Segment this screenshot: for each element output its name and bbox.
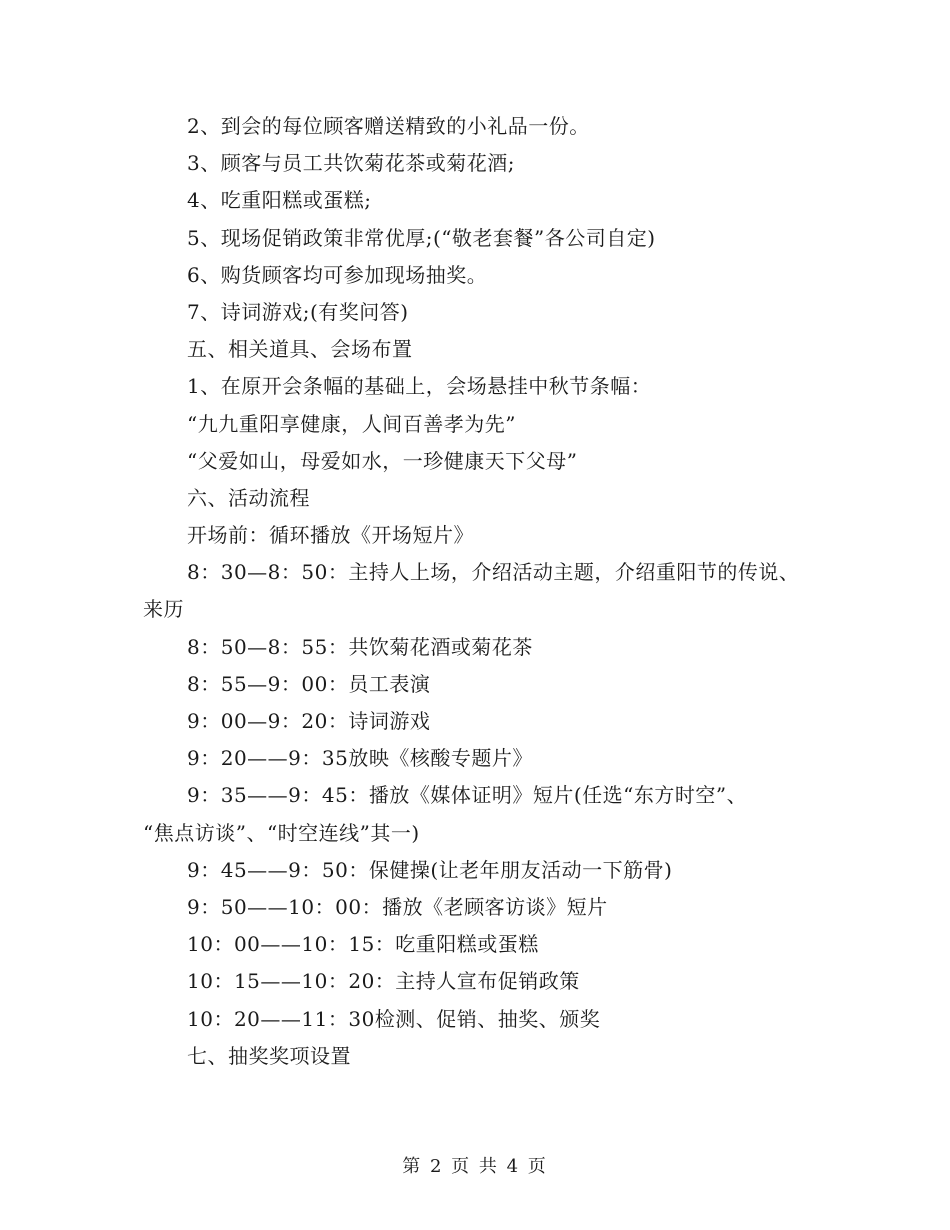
schedule-item: 9：35——9：45：播放《媒体证明》短片(任选“东方时空”、	[187, 783, 748, 808]
schedule-item: 9：00—9：20：诗词游戏	[187, 709, 431, 733]
section-heading: 六、活动流程	[187, 485, 310, 510]
schedule-item-continuation: “焦点访谈”、“时空连线”其一)	[143, 820, 420, 845]
paragraph-line: 2、到会的每位顾客赠送精致的小礼品一份。	[187, 114, 590, 138]
section-heading: 五、相关道具、会场布置	[187, 337, 413, 362]
paragraph-line: 5、现场促销政策非常优厚;(“敬老套餐”各公司自定)	[187, 225, 656, 250]
schedule-item: 8：55—9：00：员工表演	[187, 671, 431, 696]
schedule-item-continuation: 来历	[143, 597, 184, 622]
schedule-item: 开场前：循环播放《开场短片》	[187, 523, 474, 548]
paragraph-line: 1、在原开会条幅的基础上，会场悬挂中秋节条幅：	[187, 374, 652, 399]
schedule-item: 9：20——9：35放映《核酸专题片》	[187, 746, 533, 771]
schedule-item: 10：15——10：20：主持人宣布促销政策	[187, 969, 580, 994]
section-heading: 七、抽奖奖项设置	[187, 1043, 351, 1068]
schedule-item: 10：20——11：30检测、促销、抽奖、颁奖	[187, 1006, 601, 1031]
paragraph-line: 3、顾客与员工共饮菊花茶或菊花酒;	[187, 151, 515, 176]
schedule-item: 8：30—8：50：主持人上场，介绍活动主题，介绍重阳节的传说、	[187, 560, 800, 585]
schedule-item: 9：45——9：50：保健操(让老年朋友活动一下筋骨)	[187, 857, 673, 882]
schedule-item: 9：50——10：00：播放《老顾客访谈》短片	[187, 894, 608, 919]
document-body	[143, 108, 823, 1075]
paragraph-line: 6、购货顾客均可参加现场抽奖。	[187, 262, 488, 287]
banner-slogan: “父爱如山，母爱如水，一珍健康天下父母”	[187, 448, 578, 473]
paragraph-line: 4、吃重阳糕或蛋糕;	[187, 188, 372, 213]
schedule-item: 10：00——10：15：吃重阳糕或蛋糕	[187, 932, 539, 957]
paragraph-line: 7、诗词游戏;(有奖问答)	[187, 299, 409, 324]
banner-slogan: “九九重阳享健康，人间百善孝为先”	[187, 411, 516, 436]
schedule-item: 8：50—8：55：共饮菊花酒或菊花茶	[187, 634, 533, 659]
page-number-footer: 第 2 页 共 4 页	[402, 1156, 548, 1177]
